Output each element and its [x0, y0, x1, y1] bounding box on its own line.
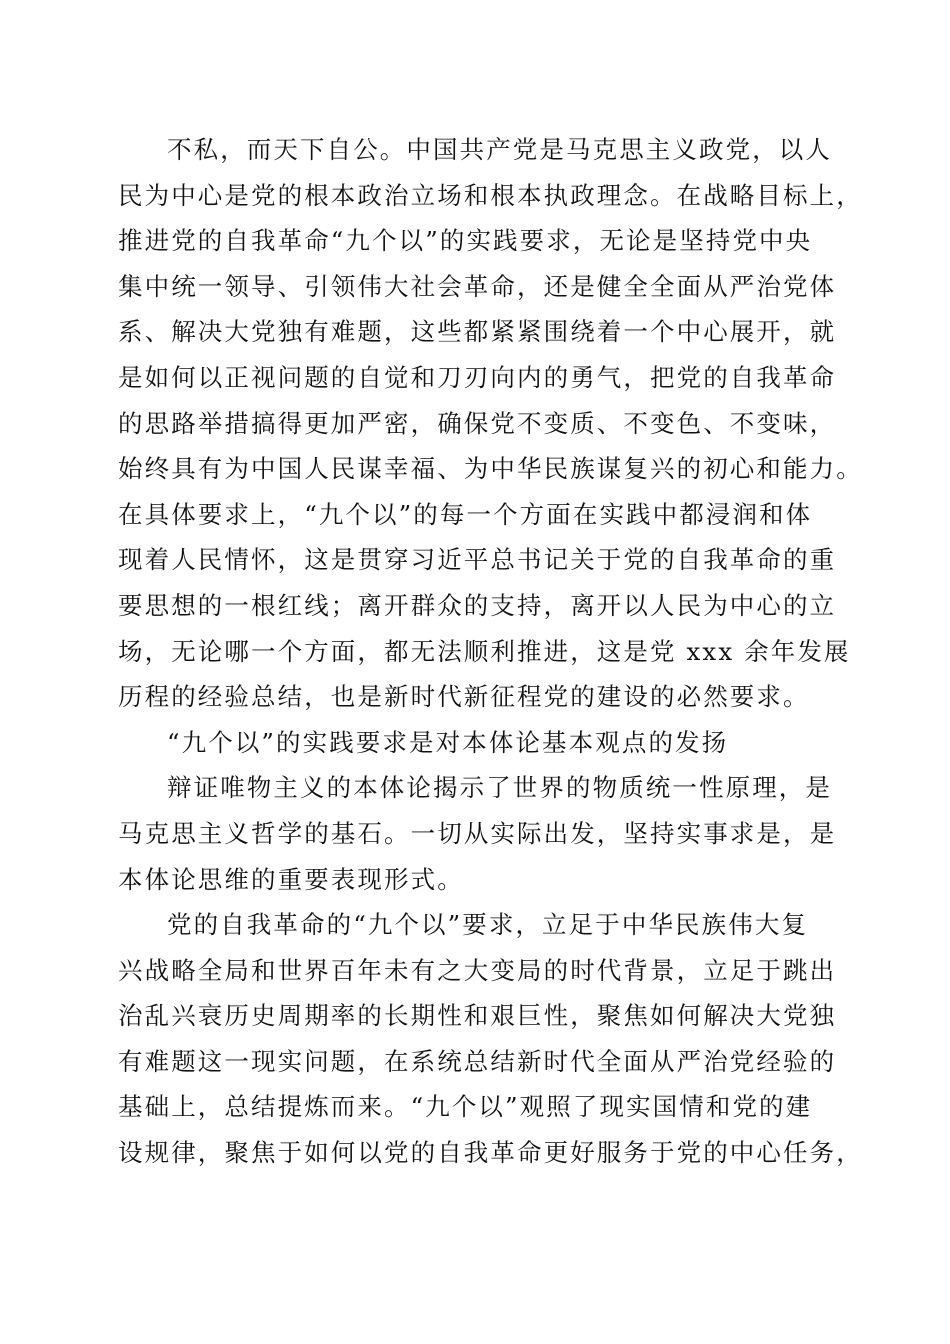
text-line: 要思想的一根红线；离开群众的支持，离开以人民为中心的立 [118, 590, 837, 620]
text-line: 的思路举措搞得更加严密，确保党不变质、不变色、不变味， [118, 408, 837, 438]
text-line: 始终具有为中国人民谋幸福、为中华民族谋复兴的初心和能力。 [118, 454, 863, 484]
body-text [118, 127, 863, 1176]
text-line: 民为中心是党的根本政治立场和根本执政理念。在战略目标上， [118, 180, 863, 210]
text-line: 辩证唯物主义的本体论揭示了世界的物质统一性原理，是 [167, 773, 832, 803]
text-line: 场，无论哪一个方面，都无法顺利推进，这是党 xxx 余年发展 [118, 636, 851, 666]
text-line: 马克思主义哲学的基石。一切从实际出发，坚持实事求是，是 [118, 818, 837, 848]
text-line: 推进党的自我革命“九个以”的实践要求，无论是坚持党中央 [118, 226, 813, 256]
text-line: 集中统一领导、引领伟大社会革命，还是健全全面从严治党体 [118, 271, 837, 301]
text-line: 历程的经验总结，也是新时代新征程党的建设的必然要求。 [118, 682, 810, 712]
text-line: 基础上，总结提炼而来。“九个以”观照了现实国情和党的建 [118, 1092, 813, 1122]
text-line: 设规律，聚焦于如何以党的自我革命更好服务于党的中心任务， [118, 1138, 863, 1168]
text-line: 是如何以正视问题的自觉和刀刃向内的勇气，把党的自我革命 [118, 362, 837, 392]
text-line: 本体论思维的重要表现形式。 [118, 864, 464, 894]
text-line: 兴战略全局和世界百年未有之大变局的时代背景，立足于跳出 [118, 955, 837, 985]
section-heading: “九个以”的实践要求是对本体论基本观点的发扬 [167, 727, 729, 757]
text-line: 不私，而天下自公。中国共产党是马克思主义政党，以人 [167, 135, 832, 164]
text-line: 党的自我革命的“九个以”要求，立足于中华民族伟大复 [167, 910, 809, 940]
text-line: 有难题这一现实问题，在系统总结新时代全面从严治党经验的 [118, 1046, 837, 1076]
text-line: 治乱兴衰历史周期率的长期性和艰巨性，聚焦如何解决大党独 [118, 1001, 837, 1031]
text-line: 在具体要求上，“九个以”的每一个方面在实践中都浸润和体 [118, 499, 813, 529]
text-line: 系、解决大党独有难题，这些都紧紧围绕着一个中心展开，就 [118, 317, 837, 347]
text-line: 现着人民情怀，这是贯穿习近平总书记关于党的自我革命的重 [118, 545, 837, 575]
